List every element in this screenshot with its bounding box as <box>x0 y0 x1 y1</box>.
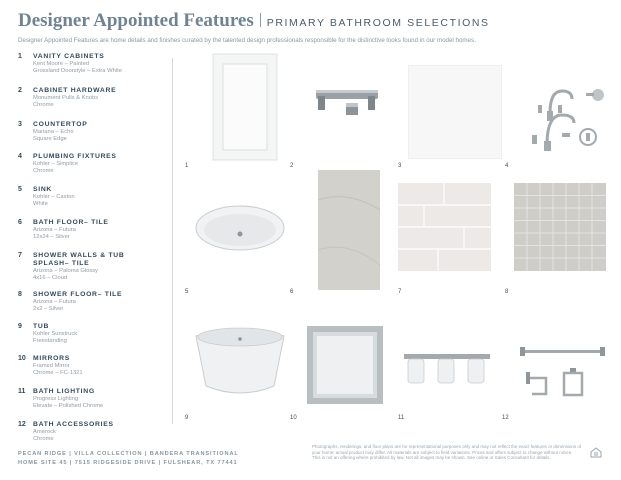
item-name: VANITY CABINETS <box>33 53 105 60</box>
item-name: TUB <box>33 323 50 330</box>
cell-number: 10 <box>290 415 297 421</box>
cell-number: 1 <box>185 163 189 169</box>
item-detail: Freestanding <box>33 338 67 345</box>
item-number: 5 <box>18 186 22 193</box>
footer-line: PECAN RIDGE | VILLA COLLECTION | BANDERA TRANSITIONAL <box>18 451 239 457</box>
item-detail: White <box>33 201 48 208</box>
cell-number: 7 <box>398 289 402 295</box>
item-detail: Grossland Doorstyle – Extra White <box>33 68 122 75</box>
item-detail: Monument Pulls & Knobs <box>33 95 99 101</box>
item-detail: Chrome – FC-1321 <box>33 370 83 377</box>
item-name: COUNTERTOP <box>33 121 88 128</box>
sink-image <box>190 200 290 258</box>
disclaimer-text: Photographs, renderings, and floor plans are for representational purposes only and may not reflect the exact features or dimensions of your home; actual product may differ. All materials are subject to field variations. Prices and offers subject to change without notice. This is not an offering where prohibited by law. Not all images may be shown. See online or Sales Consultant for details. <box>312 444 582 460</box>
item-name: SHOWER WALLS & TUB SPLASH– TILE <box>33 252 125 267</box>
cell-number: 6 <box>290 289 294 295</box>
equal-housing-icon <box>590 447 602 458</box>
bath-floor-tile-image <box>318 170 380 290</box>
item-name: BATH LIGHTING <box>33 388 95 395</box>
page-header <box>18 10 490 32</box>
item-number: 9 <box>18 323 22 330</box>
cell-number: 5 <box>185 289 189 295</box>
item-number: 3 <box>18 121 22 128</box>
vanity-cabinet-door-image <box>205 52 285 164</box>
item-detail: 12x24 – Silver <box>33 234 70 241</box>
item-detail: Arizona – Futura <box>33 299 76 305</box>
item-number: 10 <box>18 355 26 362</box>
footer-line: HOME SITE 45 | 7515 RIDGESIDE DRIVE | FULSHEAR, TX 77441 <box>18 459 238 466</box>
framed-mirror-image <box>307 326 383 404</box>
item-name: SHOWER FLOOR– TILE <box>33 291 123 298</box>
item-detail: Elevate – Polished Chrome <box>33 403 104 410</box>
item-detail: Chrome <box>33 102 54 109</box>
item-name: BATH ACCESSORIES <box>33 421 114 428</box>
item-detail: Chrome <box>33 168 54 175</box>
countertop-sample-image <box>408 65 502 159</box>
cell-number: 11 <box>398 415 405 421</box>
item-detail: 4x16 – Cloud <box>33 275 68 282</box>
item-number: 8 <box>18 291 22 298</box>
shower-wall-tile-image <box>398 183 491 271</box>
item-name: PLUMBING FIXTURES <box>33 153 117 160</box>
item-name: CABINET HARDWARE <box>33 87 117 94</box>
item-name: BATH FLOOR– TILE <box>33 219 109 226</box>
page-subtitle: PRIMARY BATHROOM SELECTIONS <box>266 17 490 29</box>
item-detail: Kohler Sunstruck <box>33 331 78 337</box>
cell-number: 8 <box>505 289 509 295</box>
item-detail: 2x2 – Silver <box>33 306 64 313</box>
cell-number: 9 <box>185 415 189 421</box>
item-number: 11 <box>18 388 26 395</box>
bath-accessories-image <box>512 344 608 406</box>
item-detail: Amerock <box>33 429 56 435</box>
item-number: 4 <box>18 153 22 160</box>
item-detail: Progress Lighting <box>33 396 79 402</box>
item-detail: Kohler – Simplice <box>33 161 79 167</box>
cell-number: 2 <box>290 163 294 169</box>
bath-light-fixture-image <box>400 350 495 386</box>
item-detail: Framed Mirror <box>33 363 70 369</box>
item-number: 1 <box>18 53 22 60</box>
item-number: 7 <box>18 252 22 259</box>
item-name: MIRRORS <box>33 355 70 362</box>
item-number: 6 <box>18 219 22 226</box>
community-footer <box>18 450 239 467</box>
item-name: SINK <box>33 186 53 193</box>
shower-floor-tile-image <box>514 183 606 271</box>
item-number: 2 <box>18 87 22 94</box>
cell-number: 12 <box>502 415 509 421</box>
item-detail: Chrome <box>33 436 54 443</box>
cell-number: 4 <box>505 163 509 169</box>
item-number: 12 <box>18 421 26 428</box>
intro-text: Designer Appointed Features are home details and finishes curated by the talented design professionals responsible for the distinctive looks found in our model homes. <box>18 37 476 44</box>
item-detail: Arizona – Futura <box>33 227 76 233</box>
cell-number: 3 <box>398 163 402 169</box>
title-divider <box>260 13 261 27</box>
freestanding-tub-image <box>190 322 290 404</box>
item-detail: Mariana – Echo <box>33 129 74 135</box>
item-detail: Kohler – Caxton <box>33 194 75 200</box>
item-detail: Square Edge <box>33 136 67 143</box>
item-detail: Kent Moore – Painted <box>33 61 90 67</box>
plumbing-fixtures-image <box>522 85 612 157</box>
item-detail: Arizona – Paloma Glossy <box>33 268 99 274</box>
column-divider <box>172 58 173 424</box>
cabinet-pull-image <box>310 82 385 122</box>
page-title: Designer Appointed Features <box>18 10 254 31</box>
